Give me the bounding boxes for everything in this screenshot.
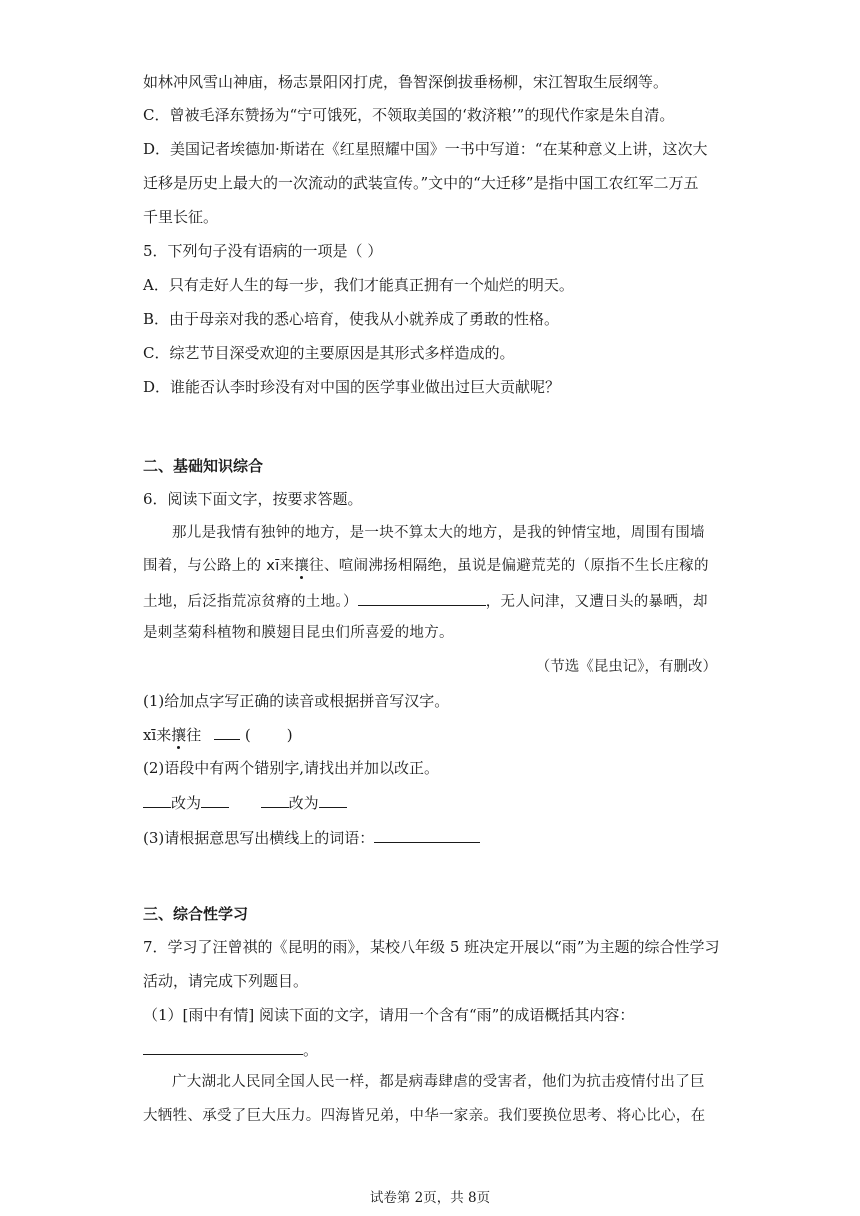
q7-passage-line2: 大牺牲、承受了巨大压力。四海皆兄弟，中华一家亲。我们要换位思考、将心比心，在 (143, 1108, 706, 1124)
section2-heading: 二、基础知识综合 (143, 457, 264, 475)
q5-option-d: D．谁能否认李时珍没有对中国的医学事业做出过巨大贡献呢？ (143, 378, 561, 396)
q4-option-c: C．曾被毛泽东赞扬为“宁可饿死，不领取美国的‘救济粮’”的现代作家是朱自清。 (143, 106, 675, 124)
q6-stem: 6．阅读下面文字，按要求答题。 (143, 490, 363, 508)
pinyin-text: 往 (186, 726, 202, 744)
answer-blank[interactable] (261, 791, 289, 808)
q7-sub1: （1）[雨中有情] 阅读下面的文字，请用一个含有“雨”的成语概括其内容： (143, 1006, 635, 1024)
q6-passage-line3 (143, 589, 717, 613)
period: 。 (303, 1041, 319, 1059)
answer-blank[interactable] (214, 723, 240, 740)
q4-option-d-line1: D．美国记者埃德加·斯诺在《红星照耀中国》一书中写道：“在某种意义上讲，这次大 (143, 140, 708, 158)
q6-passage-text: 往、喧闹沸扬相隔绝，虽说是偏避荒芜的（原指不生长庄稼的 (309, 558, 709, 574)
q7-stem-line1: 7．学习了汪曾祺的《昆明的雨》，某校八年级 5 班决定开展以“雨”为主题的综合性学习 (143, 938, 720, 956)
answer-blank[interactable] (143, 1038, 303, 1055)
q4-option-d-line2: 迁移是历史上最大的一次流动的武装宣传。”文中的“大迁移”是指中国工农红军二万五 (143, 174, 699, 192)
q6-sub3-text: (3)请根据意思写出横线上的词语： (143, 829, 375, 847)
q6-passage-text: ，无人问津，又遭日头的暴晒，却 (485, 594, 708, 610)
q4-option-d-line3: 千里长征。 (143, 208, 219, 226)
q6-passage-line4: 是刺茎菊科植物和膜翅目昆虫们所喜爱的地方。 (143, 625, 454, 641)
q6-sub1: (1)给加点字写正确的读音或根据拼音写汉字。 (143, 692, 450, 710)
fill-blank[interactable] (358, 589, 486, 606)
q6-passage-text: 围着，与公路上的 xī来 (143, 558, 295, 574)
paren-open: ( (244, 726, 251, 744)
pinyin-text: xī来 (143, 726, 172, 744)
page-footer: 试卷第 2页，共 8页 (369, 1190, 491, 1206)
q5-option-a: A．只有走好人生的每一步，我们才能真正拥有一个灿烂的明天。 (143, 276, 574, 294)
q4-continued-line: 如林冲风雪山神庙，杨志景阳冈打虎，鲁智深倒拔垂杨柳，宋江智取生辰纲等。 (143, 73, 669, 91)
answer-blank[interactable] (374, 826, 480, 843)
answer-blank[interactable] (201, 791, 229, 808)
q6-passage-line1: 那儿是我情有独钟的地方，是一块不算太大的地方，是我的钟情宝地，周围有围墙 (172, 525, 705, 541)
q6-sub3 (143, 826, 723, 849)
q6-passage-line2 (143, 555, 717, 577)
q6-passage-text: 土地，后泛指荒凉贫瘠的土地。） (143, 594, 358, 610)
q7-sub1-answer (143, 1038, 723, 1061)
q7-stem-line2: 活动，请完成下列题目。 (143, 972, 309, 990)
paren-close: ) (286, 726, 293, 744)
emphasis-dot-char: 攘 (294, 558, 310, 574)
q6-sub1-item (143, 723, 723, 746)
q5-stem: 5．下列句子没有语病的一项是（ ） (143, 242, 383, 260)
q6-sub2: (2)语段中有两个错别字,请找出并加以改正。 (143, 759, 440, 777)
change-label: 改为 (288, 794, 319, 812)
q7-passage-line1: 广大湖北人民同全国人民一样，都是病毒肆虐的受害者，他们为抗击疫情付出了巨 (172, 1074, 705, 1090)
change-label: 改为 (171, 794, 202, 812)
section3-heading: 三、综合性学习 (143, 905, 249, 923)
answer-blank[interactable] (319, 791, 347, 808)
q5-option-b: B．由于母亲对我的悉心培育，使我从小就养成了勇敢的性格。 (143, 310, 560, 328)
q6-sub2-answer (143, 791, 723, 814)
emphasis-dot-char: 攘 (171, 726, 187, 744)
passage-source: （节选《昆虫记》，有删改） (535, 659, 717, 675)
answer-blank[interactable] (143, 791, 171, 808)
q5-option-c: C．综艺节目深受欢迎的主要原因是其形式多样造成的。 (143, 344, 515, 362)
